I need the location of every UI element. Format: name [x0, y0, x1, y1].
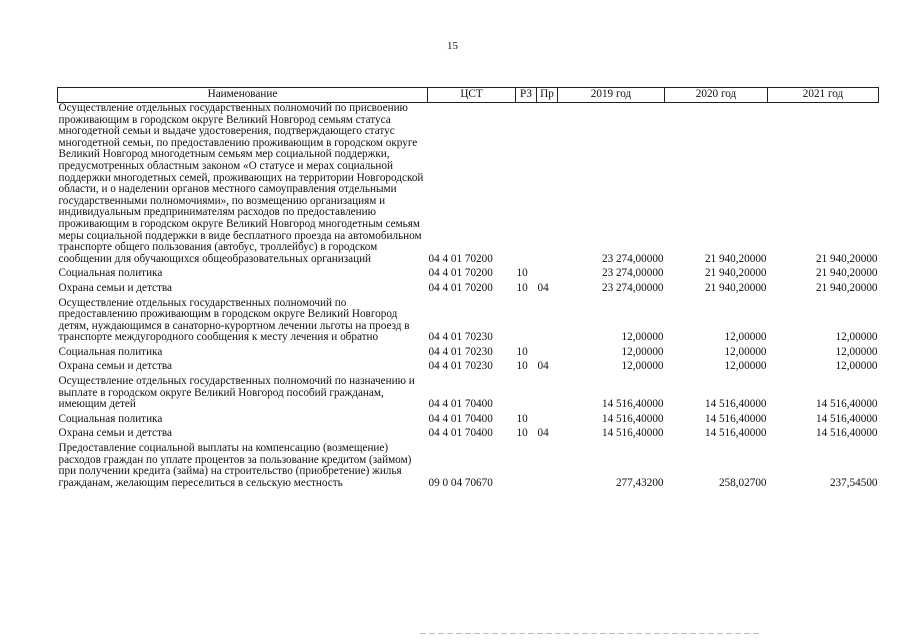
table-row [58, 440, 879, 489]
table-header [58, 88, 879, 103]
row-rz: 10 [516, 360, 528, 373]
row-2020: 258,02700 [718, 476, 767, 489]
row-2020: 12,00000 [724, 360, 767, 373]
row-2021: 237,54500 [829, 476, 878, 489]
row-cst: 04 4 01 70400 [428, 398, 493, 411]
row-2021: 12,00000 [835, 331, 878, 344]
row-pr [537, 265, 558, 280]
row-name: Охрана семьи и детства [58, 427, 172, 440]
row-2019: 12,00000 [621, 360, 664, 373]
row-2021: 14 516,40000 [815, 398, 878, 411]
row-pr: 04 [537, 360, 549, 373]
row-rz: 10 [516, 345, 528, 358]
row-pr: 04 [537, 427, 549, 440]
row-cst: 04 4 01 70200 [428, 267, 493, 280]
table-row [58, 411, 879, 426]
row-2019: 23 274,00000 [601, 281, 664, 294]
row-2020: 14 516,40000 [704, 412, 767, 425]
row-cst: 04 4 01 70230 [428, 360, 493, 373]
row-cst: 04 4 01 70400 [428, 412, 493, 425]
row-name: Социальная политика [58, 412, 163, 425]
row-rz [516, 440, 537, 489]
row-cst: 09 0 04 70670 [428, 476, 493, 489]
row-2020: 12,00000 [724, 345, 767, 358]
row-pr [537, 103, 558, 266]
row-cst: 04 4 01 70230 [428, 345, 493, 358]
row-2019: 23 274,00000 [601, 267, 664, 280]
row-cst: 04 4 01 70200 [428, 252, 493, 265]
row-name: Охрана семьи и детства [58, 281, 172, 294]
row-rz [516, 295, 537, 344]
row-2019: 14 516,40000 [601, 412, 664, 425]
row-name: Осуществление отдельных государственных полномочий по предоставлению проживающим в городском округе Великий Новгород детям, нуждающимся в санаторно-курортном лечении льготы на проезд в транспорте междугородного сообщения к месту лечения и обратно [58, 296, 410, 344]
budget-table [57, 87, 879, 489]
row-pr [537, 440, 558, 489]
row-pr: 04 [537, 281, 549, 294]
row-2019: 23 274,00000 [601, 252, 664, 265]
header-cst: ЦСТ [428, 88, 516, 103]
row-2021: 21 940,20000 [815, 252, 878, 265]
row-2020: 21 940,20000 [704, 281, 767, 294]
row-2019: 12,00000 [621, 331, 664, 344]
row-rz: 10 [516, 281, 528, 294]
row-2020: 14 516,40000 [704, 398, 767, 411]
bottom-divider [420, 633, 760, 634]
table-row [58, 373, 879, 411]
row-pr [537, 411, 558, 426]
table-row [58, 280, 879, 295]
row-cst: 04 4 01 70230 [428, 331, 493, 344]
row-2021: 12,00000 [835, 360, 878, 373]
row-2020: 12,00000 [724, 331, 767, 344]
row-2019: 14 516,40000 [601, 398, 664, 411]
row-2021: 21 940,20000 [815, 267, 878, 280]
row-rz: 10 [516, 412, 528, 425]
row-2019: 12,00000 [621, 345, 664, 358]
row-2019: 14 516,40000 [601, 427, 664, 440]
row-2021: 21 940,20000 [815, 281, 878, 294]
header-name: Наименование [58, 88, 428, 103]
row-2021: 14 516,40000 [815, 412, 878, 425]
row-2019: 277,43200 [615, 476, 664, 489]
row-2021: 12,00000 [835, 345, 878, 358]
header-2020: 2020 год [665, 88, 768, 103]
row-name: Осуществление отдельных государственных полномочий по назначению и выплате в городском округе Великий Новгород пособий гражданам, имеющим детей [58, 375, 415, 411]
header-pr: Пр [537, 88, 558, 103]
row-name: Социальная политика [58, 267, 163, 280]
row-cst: 04 4 01 70400 [428, 427, 493, 440]
row-rz: 10 [516, 427, 528, 440]
row-rz [516, 103, 537, 266]
table-row [58, 265, 879, 280]
header-2021: 2021 год [768, 88, 879, 103]
table-row [58, 344, 879, 359]
row-2020: 14 516,40000 [704, 427, 767, 440]
header-2019: 2019 год [558, 88, 665, 103]
row-name: Осуществление отдельных государственных полномочий по присвоению проживающим в городском округе Великий Новгород семьям статуса многодетной семьи и выдаче удостоверения, подтверждающего статус многодетной семьи, по предоставлению проживающим в городском округе Великий Новгород многодетным семьям мер социальной поддержки, предусмотренных областным законом «О статусе и мерах социальной поддержки многодетных семей, проживающих на территории Новгородской области, и о наделении органов местного самоуправления отдельными государственными полномочиями», по возмещению организациям и индивидуальным предпринимателям расходов по предоставлению проживающим в городском округе Великий Новгород многодетным семьям меры социальной поддержки в виде бесплатного проезда на автомобильном транспорте общего пользования (автобус, троллейбус) в городском сообщении для обучающихся общеобразовательных организаций [58, 102, 424, 265]
row-name: Социальная политика [58, 345, 163, 358]
table-row [58, 103, 879, 266]
row-2020: 21 940,20000 [704, 267, 767, 280]
row-name: Охрана семьи и детства [58, 360, 172, 373]
table-row [58, 425, 879, 440]
table-row [58, 358, 879, 373]
row-pr [537, 373, 558, 411]
row-name: Предоставление социальной выплаты на компенсацию (возмещение) расходов граждан по уплате процентов за пользование кредитом (займом) при получении кредита (займа) на строительство (приобретение) жилья гражданам, желающим переселиться в сельскую местность [58, 442, 412, 489]
table-row [58, 295, 879, 344]
row-2021: 14 516,40000 [815, 427, 878, 440]
row-rz: 10 [516, 267, 528, 280]
header-rz: РЗ [516, 88, 537, 103]
row-rz [516, 373, 537, 411]
table-body [58, 103, 879, 490]
row-cst: 04 4 01 70200 [428, 281, 493, 294]
row-pr [537, 344, 558, 359]
row-pr [537, 295, 558, 344]
row-2020: 21 940,20000 [704, 252, 767, 265]
page-number: 15 [447, 40, 458, 52]
